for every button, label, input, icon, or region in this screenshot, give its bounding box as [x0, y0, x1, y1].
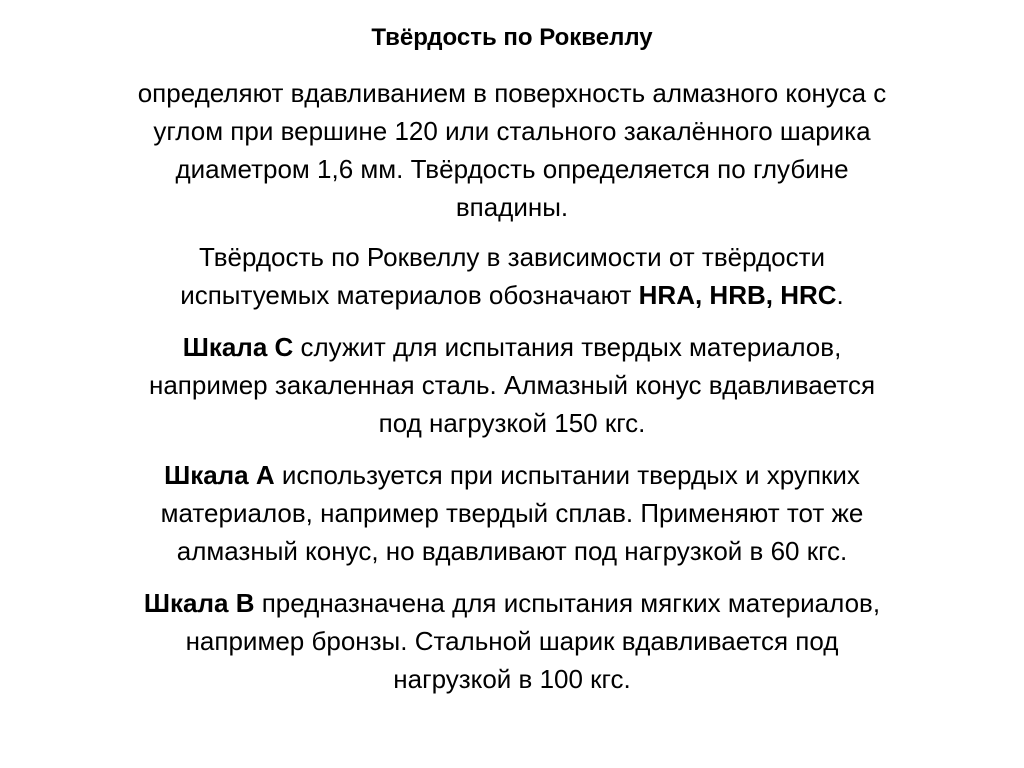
scale-label: Шкала В: [143, 588, 255, 618]
paragraph-notation: [40, 238, 984, 314]
paragraph-text: .: [836, 280, 844, 310]
paragraph-text: служит для испытания твердых материалов,: [293, 332, 842, 362]
paragraph-line: под нагрузкой 150 кгс.: [378, 408, 646, 438]
paragraph-line: диаметром 1,6 мм. Твёрдость определяется по глубине: [175, 154, 849, 184]
scale-label: Шкала С: [182, 332, 294, 362]
scale-label: Шкала А: [164, 460, 275, 490]
paragraph-scale-c: [40, 328, 984, 442]
paragraph-definition: [40, 74, 984, 226]
paragraph-scale-b: [40, 584, 984, 698]
paragraph-line: [40, 456, 984, 494]
paragraph-scale-a: [40, 456, 984, 570]
paragraph-line: алмазный конус, но вдавливают под нагрузкой в 60 кгс.: [176, 536, 848, 566]
paragraph-line: нагрузкой в 100 кгс.: [393, 664, 631, 694]
paragraph-text: предназначена для испытания мягких материалов,: [254, 588, 881, 618]
paragraph-line: углом при вершине 120 или стального закалённого шарика: [153, 116, 871, 146]
paragraph-line: определяют вдавливанием в поверхность алмазного конуса с: [137, 78, 887, 108]
paragraph-line: например бронзы. Стальной шарик вдавливается под: [185, 626, 839, 656]
paragraph-line: Твёрдость по Роквеллу в зависимости от твёрдости: [198, 242, 826, 272]
notation-codes: HRA, HRB, HRC: [638, 280, 837, 310]
paragraph-line: [40, 276, 984, 314]
paragraph-line: материалов, например твердый сплав. Применяют тот же: [160, 498, 864, 528]
paragraph-line: [40, 328, 984, 366]
paragraph-text: испытуемых материалов обозначают: [180, 280, 639, 310]
paragraph-line: например закаленная сталь. Алмазный конус вдавливается: [148, 370, 876, 400]
paragraph-text: используется при испытании твердых и хрупких: [274, 460, 860, 490]
page-title: Твёрдость по Роквеллу: [371, 24, 653, 51]
paragraph-line: впадины.: [455, 192, 569, 222]
paragraph-line: [40, 584, 984, 622]
